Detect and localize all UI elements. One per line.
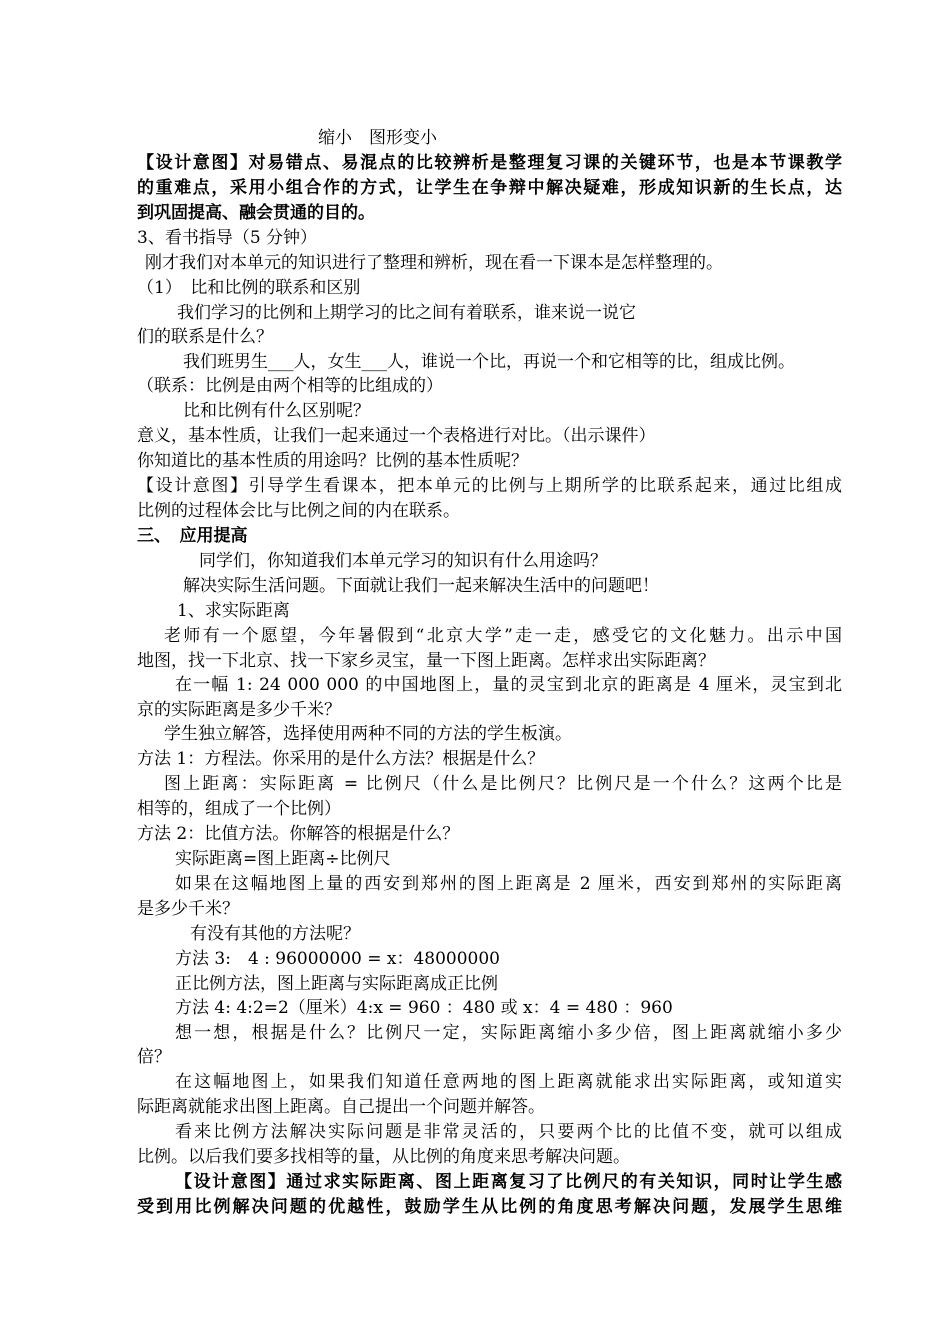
text-line: 看来比例方法解决实际问题是非常灵活的，只要两个比的比值不变，就可以组成 [175, 1122, 842, 1142]
design-intent-line: 【设计意图】对易错点、易混点的比较辨析是整理复习课的关键环节，也是本节课教学 [137, 153, 842, 173]
section-heading: 3、看书指导（5 分钟） [137, 228, 318, 248]
design-intent-line: 【设计意图】引导学生看课本，把本单元的比例与上期所学的比联系起来，通过比组成 [137, 476, 842, 496]
text-line: 解决实际生活问题。下面就让我们一起来解决生活中的问题吧！ [183, 576, 659, 596]
text-line: 在一幅 1: 24 000 000 的中国地图上，量的灵宝到北京的距离是 4 厘米，灵宝到北 [175, 675, 842, 695]
text-line: 你知道比的基本性质的用途吗？比例的基本性质呢？ [137, 451, 528, 471]
text-line: 实际距离=图上距离÷比例尺 [175, 849, 391, 869]
subsection-heading: （1） 比和比例的联系和区别 [137, 278, 361, 298]
text-line: 意义，基本性质，让我们一起来通过一个表格进行对比。（出示课件） [137, 426, 656, 446]
text-line: 正比例方法，图上距离与实际距离成正比例 [175, 974, 498, 994]
text-line: 相等的，组成了一个比例） [137, 799, 341, 819]
formula-line: 方法 4: 4:2=2（厘米）4:x = 960 ：480 或 x：4 = 480 ：960 [175, 998, 673, 1018]
text-line: 们的联系是什么？ [137, 327, 273, 347]
text-line: 是多少千米？ [137, 899, 239, 919]
text-line: 京的实际距离是多少千米？ [137, 700, 341, 720]
text-line: 如果在这幅地图上量的西安到郑州的图上距离是 2 厘米，西安到郑州的实际距离 [175, 874, 842, 894]
text-line: 学生独立解答，选择使用两种不同的方法的学生板演。 [164, 724, 572, 744]
design-intent-line: 受到用比例解决问题的优越性，鼓励学生从比例的角度思考解决问题，发展学生思维 [137, 1197, 842, 1217]
text-line: 想一想，根据是什么？比例尺一定，实际距离缩小多少倍，图上距离就缩小多少 [175, 1023, 842, 1043]
text-line: 比和比例有什么区别呢？ [183, 401, 370, 421]
text-line: 图上距离：实际距离 = 比例尺（什么是比例尺？比例尺是一个什么？这两个比是 [164, 774, 842, 794]
text-line: 老师有一个愿望，今年暑假到“北京大学”走一走，感受它的文化魅力。出示中国 [164, 626, 842, 646]
text-line: 刚才我们对本单元的知识进行了整理和辨析，现在看一下课本是怎样整理的。 [145, 253, 723, 273]
text-line: 缩小 图形变小 [318, 128, 437, 148]
text-line: 同学们，你知道我们本单元学习的知识有什么用途吗？ [199, 551, 607, 571]
subsection-heading: 1、求实际距离 [177, 601, 290, 621]
text-line: 比例。以后我们要多找相等的量，从比例的角度来思考解决问题。 [137, 1147, 630, 1167]
design-intent-line: 到巩固提高、融会贯通的目的。 [137, 203, 375, 223]
text-line: 方法 1：方程法。你采用的是什么方法？根据是什么？ [137, 749, 545, 769]
design-intent-line: 比例的过程体会比与比例之间的内在联系。 [137, 501, 460, 521]
text-line: 方法 2：比值方法。你解答的根据是什么？ [137, 824, 460, 844]
text-line: 在这幅地图上，如果我们知道任意两地的图上距离就能求出实际距离，或知道实 [175, 1072, 842, 1092]
design-intent-line: 的重难点，采用小组合作的方式，让学生在争辩中解决疑难，形成知识新的生长点，达 [137, 178, 842, 198]
design-intent-line: 【设计意图】通过求实际距离、图上距离复习了比例尺的有关知识，同时让学生感 [175, 1172, 842, 1192]
text-line: 有没有其他的方法呢？ [190, 924, 360, 944]
text-line: （联系：比例是由两个相等的比组成的） [137, 376, 443, 396]
section-heading: 三、 应用提高 [137, 526, 248, 546]
formula-line: 方法 3: 4 : 96000000 = x：48000000 [175, 949, 500, 969]
text-line: 我们学习的比例和上期学习的比之间有着联系，谁来说一说它 [177, 303, 636, 323]
text-line: 我们班男生___人，女生___人，谁说一个比，再说一个和它相等的比，组成比例。 [183, 352, 795, 372]
text-line: 地图，找一下北京、找一下家乡灵宝，量一下图上距离。怎样求出实际距离？ [137, 651, 715, 671]
text-line: 倍？ [137, 1047, 171, 1067]
text-line: 际距离就能求出图上距离。自己提出一个问题并解答。 [137, 1097, 545, 1117]
